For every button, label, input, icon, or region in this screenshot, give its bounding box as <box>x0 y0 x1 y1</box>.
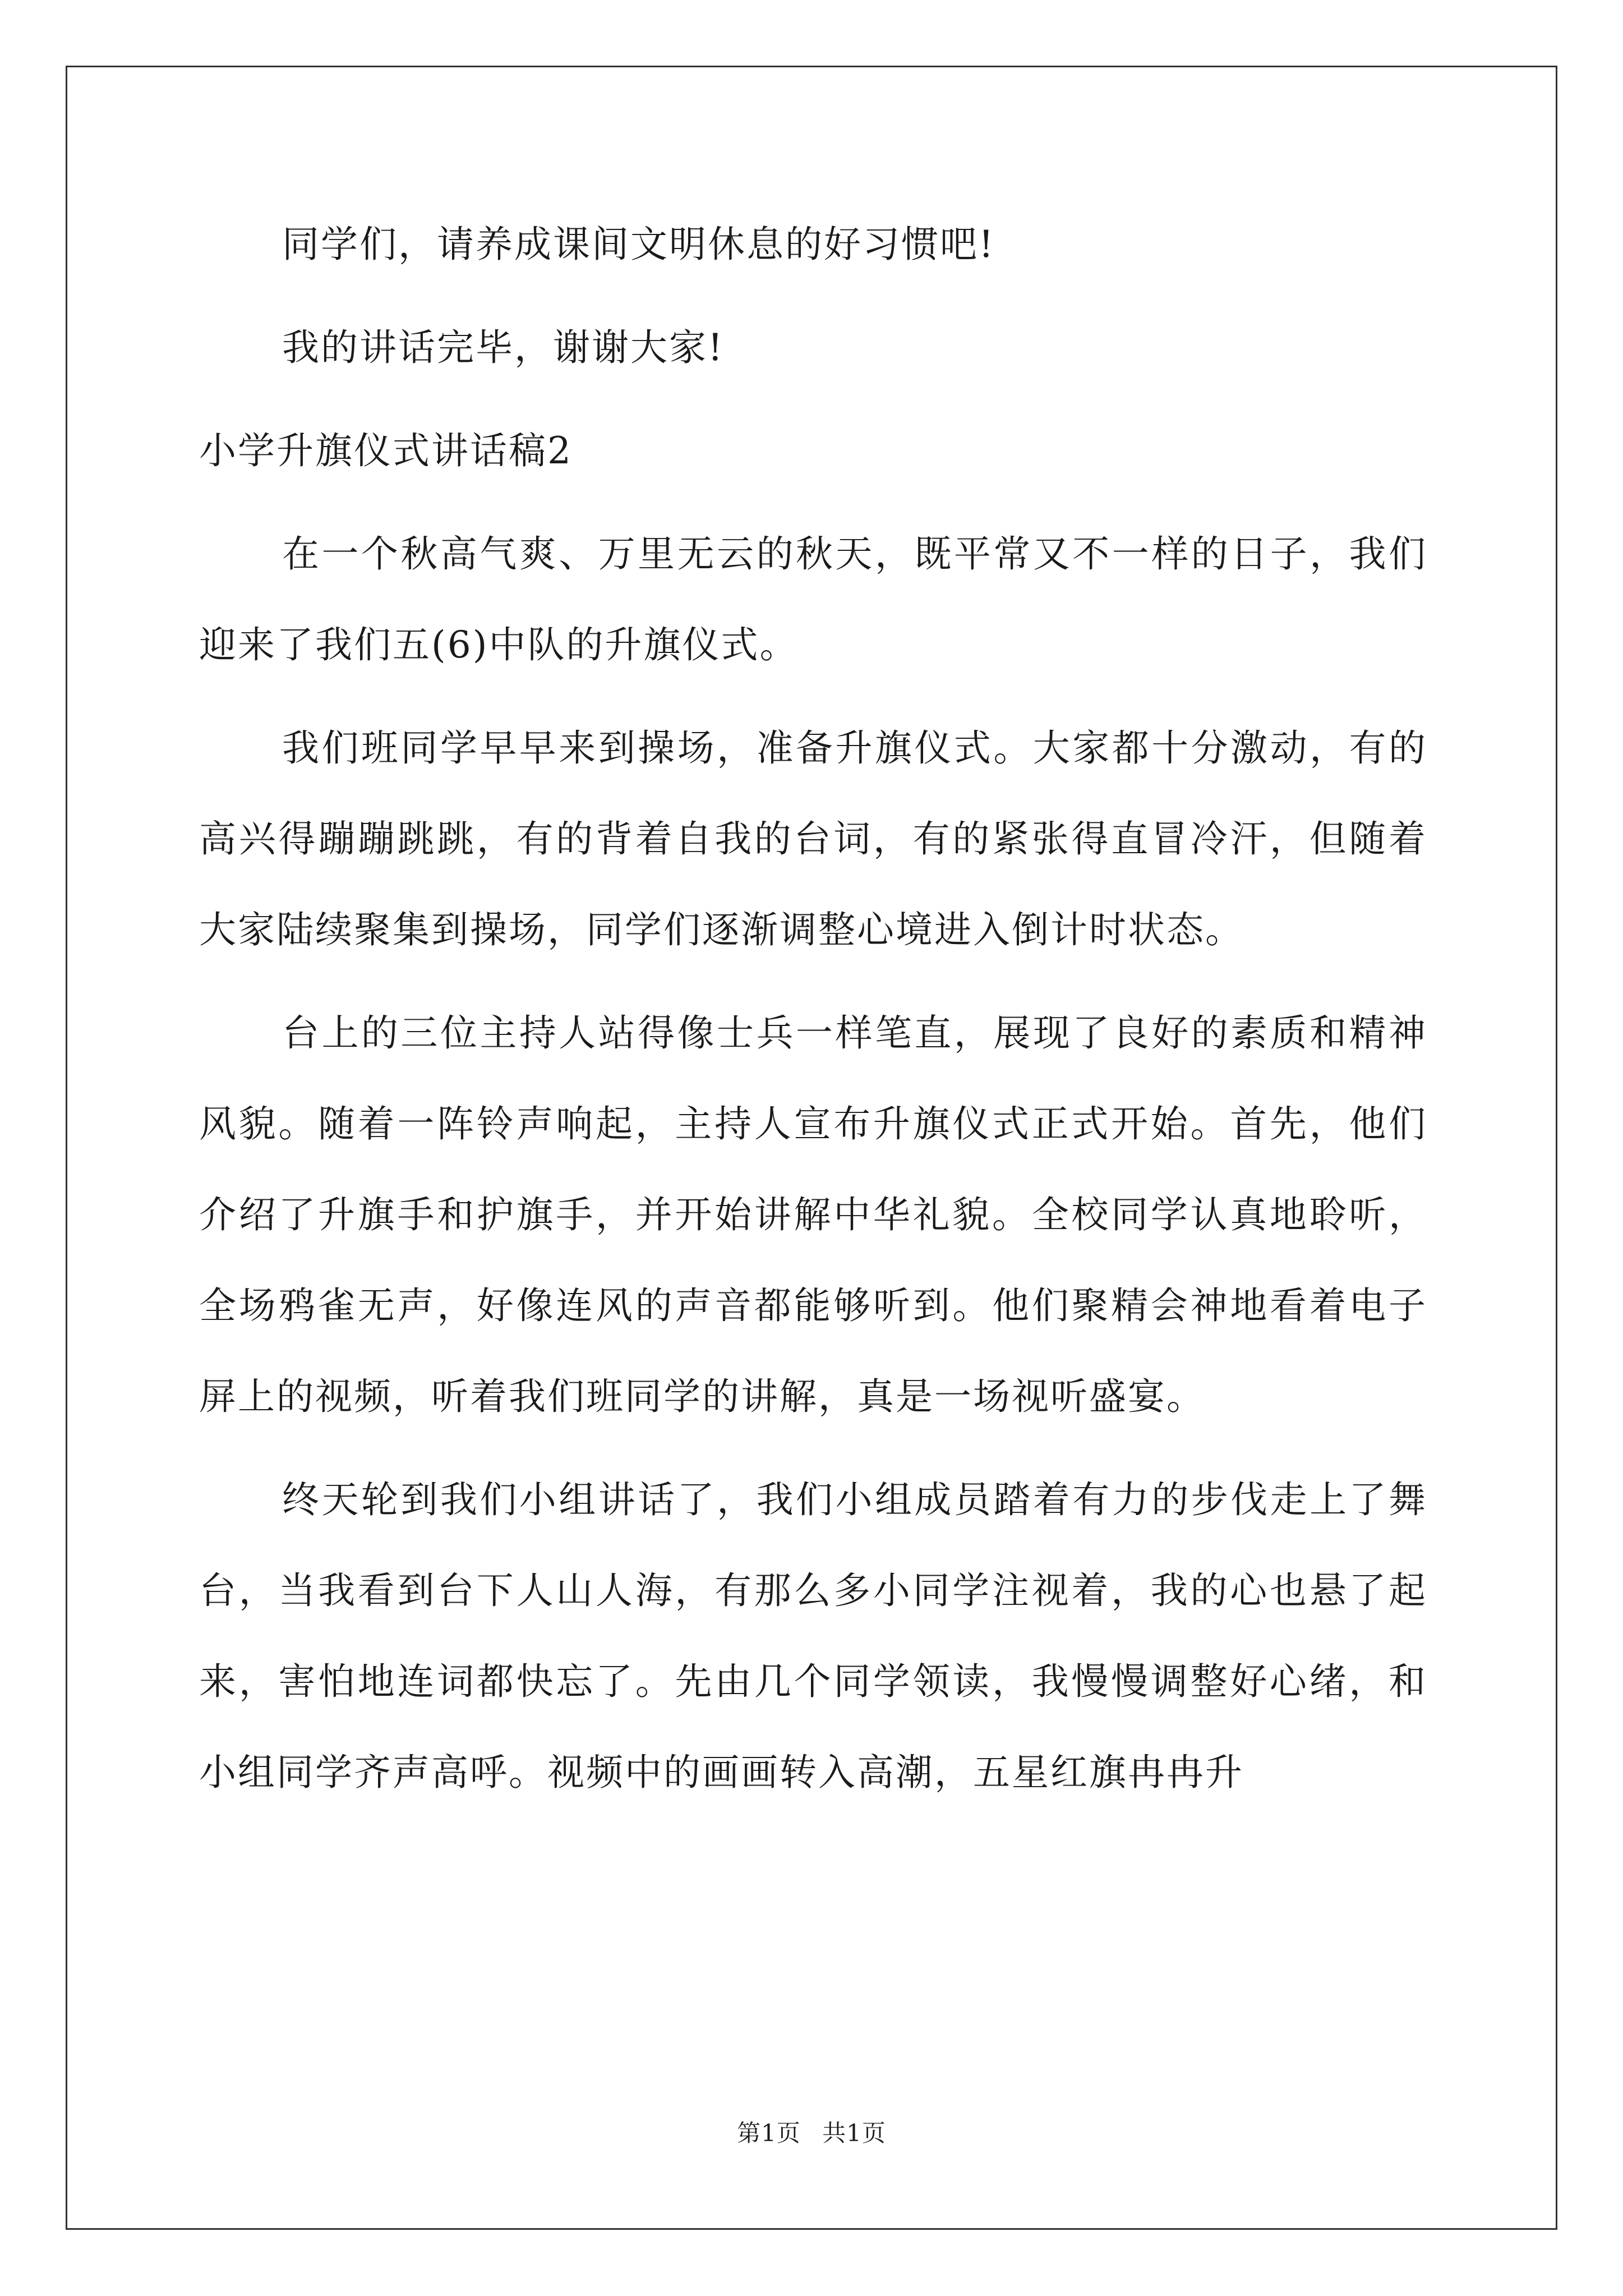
paragraph-speech-end: 我的讲话完毕，谢谢大家! <box>282 326 725 369</box>
paragraph-ceremony: 台上的三位主持人站得像士兵一样笔直，展现了良好的素质和精神风貌。随着一阵铃声响起，主持人宣布升旗仪式正式开始。首先，他们介绍了升旗手和护旗手，并开始讲解中华礼貌。全校同学认真地聆听，全场鸦雀无声，好像连风的声音都能够听到。他们聚精会神地看着电子屏上的视频，听着我们班同学的讲解，真是一场视听盛宴。 <box>199 1011 1427 1418</box>
page-number-total: 共1页 <box>822 2119 886 2147</box>
page-number-current: 第1页 <box>737 2119 801 2147</box>
paragraph-preparation: 我们班同学早早来到操场，准备升旗仪式。大家都十分激动，有的高兴得蹦蹦跳跳，有的背着自我的台词，有的紧张得直冒冷汗，但随着大家陆续聚集到操场，同学们逐渐调整心境进入倒计时状态。 <box>199 726 1427 951</box>
page-footer <box>0 2118 1623 2149</box>
paragraph-intro: 在一个秋高气爽、万里无云的秋天，既平常又不一样的日子，我们迎来了我们五(6)中队的升旗仪式。 <box>199 532 1427 666</box>
paragraph-closing-call: 同学们，请养成课间文明休息的好习惯吧! <box>282 223 995 266</box>
paragraph-group-speech: 终天轮到我们小组讲话了，我们小组成员踏着有力的步伐走上了舞台，当我看到台下人山人海，有那么多小同学注视着，我的心也悬了起来，害怕地连词都快忘了。先由几个同学领读，我慢慢调整好心绪，和小组同学齐声高呼。视频中的画画转入高潮，五星红旗冉冉升 <box>199 1478 1427 1794</box>
section-title: 小学升旗仪式讲话稿2 <box>199 429 573 472</box>
document-body <box>199 199 1427 1818</box>
